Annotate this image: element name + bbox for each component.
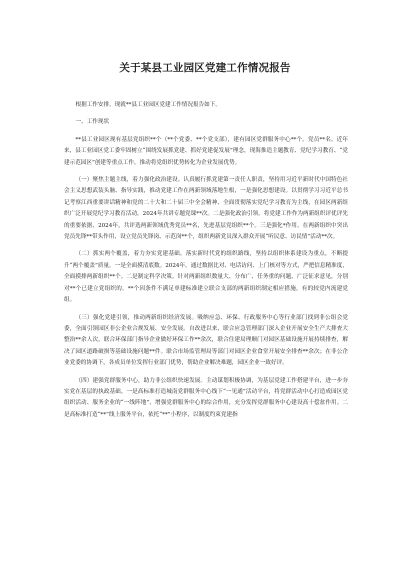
- document-title: 关于某县工业园区党建工作情况报告: [119, 62, 291, 74]
- document-body: [64, 100, 348, 421]
- paragraph-overview: **县工业园区现有基层党组织**个（**个党委、**个党支部），建有园区党群服务中心**个。党员**名。近年来，县工业园区党工委牢固树立“围绕发展抓党建、抓好党建促发展”理念，现海推造主题教育、党纪学习教育、“党建示范园区”创建等重点工作，推动将党组织优势转化为企业发展优势。: [64, 136, 348, 166]
- paragraph-political-construction: （一）聚焦主题主线，着力强化政治建设。认真履行抓党建第一责任人职责，坚持用习近平新时代中国特色社会主义思想武装头脑、指导实践，推动党建工作在两新领域落地生根，一是强化思想建设。以贯彻学习习近平总书记考察江西重要讲话精神和党的二十大和二十届三中全会精神、全面贯彻落实党纪学习教育为主线，在园区两新组织广泛开展党纪学习教育活动，2024年共讲专题党课**次。二是强化政治引领。将党建工作作为两新组织评优评先的重要依据，2024年，共评选两新领域优秀党员**名，先进基层党组织**个。三是强化*作用。在两新组织中突出党员先锋**带头作用，设立党员先锋岗、示范岗**个，组织两新党员深入群众开展“听民意、访民情”活动**次。: [64, 177, 348, 241]
- paragraph-party-guidance: （三）强化党建引领，推动两新组织经济发展。吸纳应急、环保、行政服务中心等行业部门找到非公组会党委，全面引领园区非公企业合规发展、安全发展。自改进以来，联合应急管理部门深入企业开展安全生产大排查大整治**余人次，联合环保部门指导企业做好环保工作**余次，联合住建局理顺门对园区基础设施开展持续排查，解决了园区道路破损等基础设施问题**件。联合市场监管理局等部门对园区企业食堂开展安全排查**余次；在非公企业党委的协调下，各成员单位发挥行业部门优势，帮助企业解决难题，园区企业一致好评。: [64, 314, 348, 367]
- section-heading: 一、工作现状: [75, 119, 110, 126]
- intro-paragraph: 根据工作安排，现就**县工业园区党建工作情况报告如下。: [75, 102, 221, 108]
- paragraph-service-center: （四）建强党群服务中心，助力非公组织快速发展。主动谋划积极协调，为基层党建工作搭建平台，进一步夯实党在基层的执政基础。一是高标准打造城南党群服务中心线下“一见通”活动平台，将党群活动中心打造成园区党组织活动、服务企业的“一线阵地”，增强党群服务中心的综合作用，充分发挥党群服务中心建设高十偿盆作用。二是高标准打造“**”线上服务平台，依托“**”小程序，以制度约束党建指: [64, 377, 348, 418]
- paragraph-dual-coverage: （二）抓实两个覆盖，着力夯实党建基础。落实新时代党的组织路线，坚持以组织体系建设为重点，不断提升“两个覆盖”质量。一是全面摸清底数。2024年，通过数据比对、电话访问、上门核对等方式，严把信息精准度，全面摸排两新组织**个。二是制定科学决策。针对两新组织数量大、分布广、任务重的问题，广泛征求意见，分别对**个已建立党组织的。**个因条件不满足单建标准建立联合支部的两新组织制定相应措施，有的较党内流建党组。: [64, 251, 348, 304]
